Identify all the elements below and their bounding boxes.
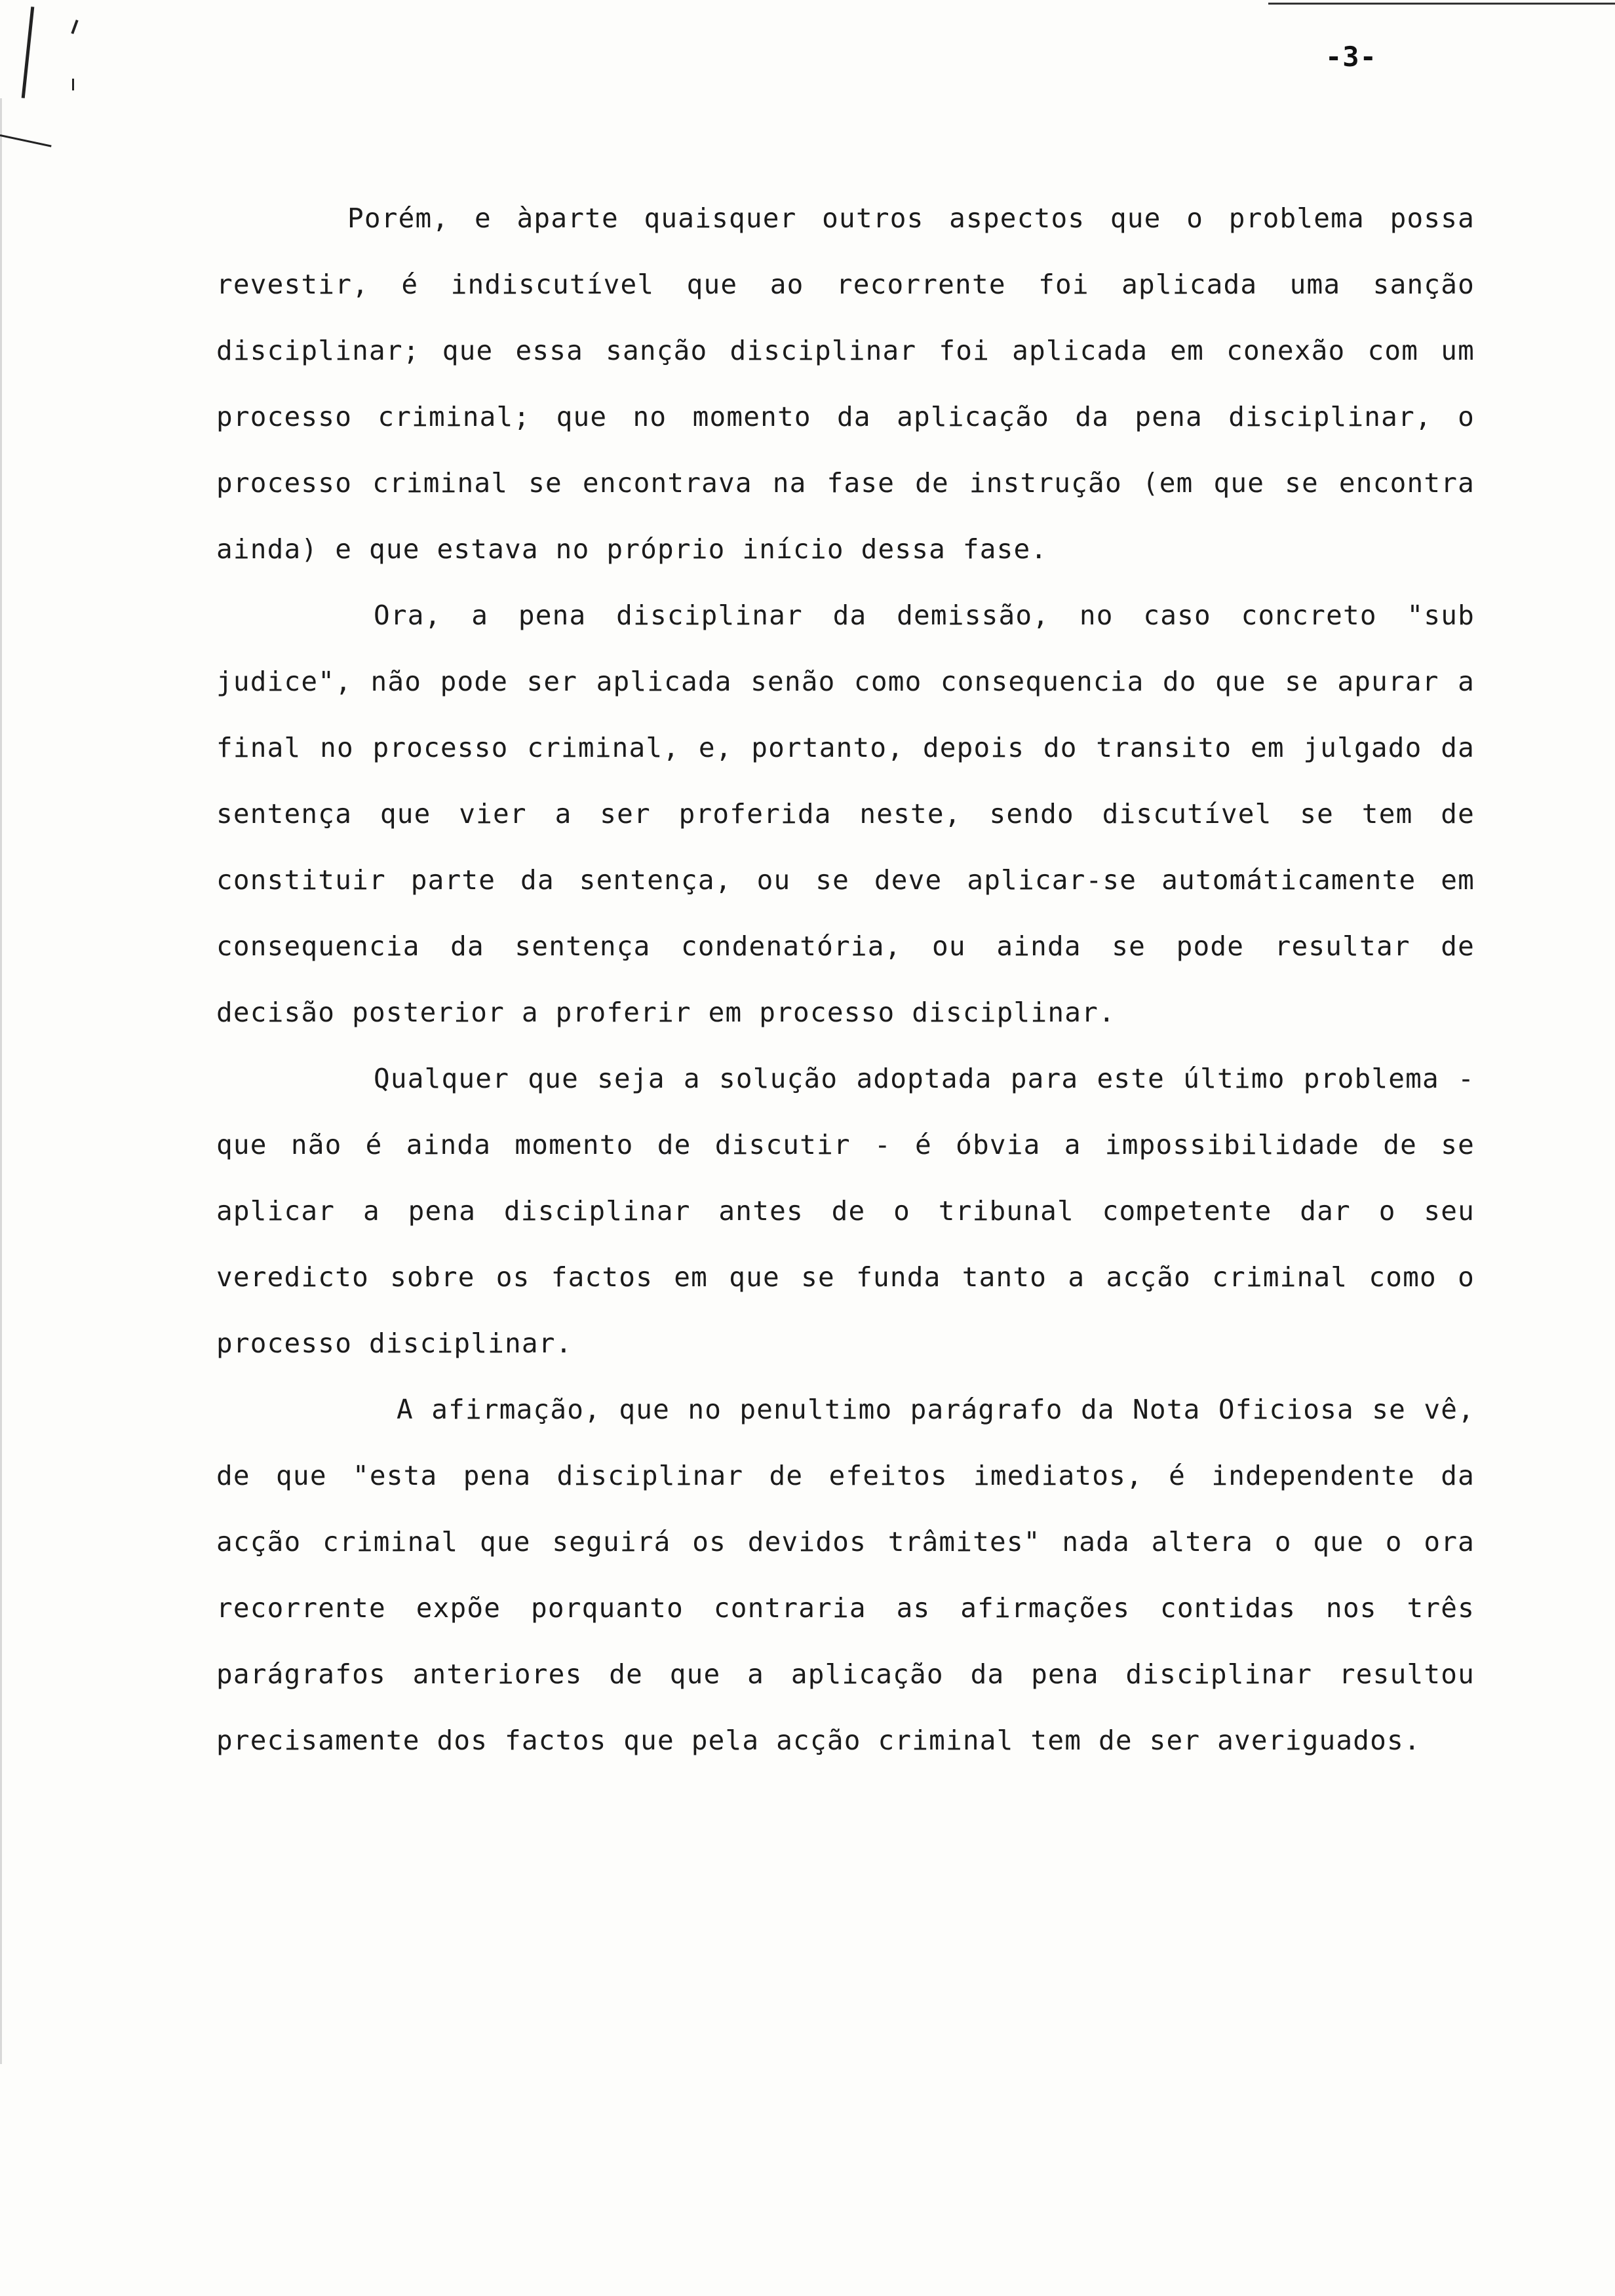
scan-mark	[72, 79, 74, 90]
paragraph: Ora, a pena disciplinar da demissão, no caso concreto "sub judice", não pode ser aplicada senão como consequencia do que se apurar a final no processo criminal, e, portanto, depois do transito em julgado da sentença que vier a ser proferida neste, sendo discutível se tem de constituir parte da sentença, ou se deve aplicar-se automáticamente em consequencia da sentença condenatória, ou ainda se pode resultar de decisão posterior a proferir em processo disciplinar.	[216, 600, 1475, 1028]
top-rule	[1268, 3, 1615, 5]
page-number: -3-	[1325, 41, 1377, 73]
paragraph: A afirmação, que no penultimo parágrafo da Nota Oficiosa se vê, de que "esta pena disciplinar de efeitos imediatos, é independente da acção criminal que seguirá os devidos trâmites" nada altera o que o ora recorrente expõe porquanto contraria as afirmações contidas nos três parágrafos anteriores de que a aplicação da pena disciplinar resultou precisamente dos factos que pela acção criminal tem de ser averiguados.	[216, 1394, 1475, 1756]
scan-edge	[0, 98, 2, 2064]
paragraph: Porém, e àparte quaisquer outros aspectos que o problema possa revestir, é indiscutível que ao recorrente foi aplicada uma sanção disciplinar; que essa sanção disciplinar foi aplicada em conexão com um processo criminal; que no momento da aplicação da pena disciplinar, o processo criminal se encontrava na fase de instrução (em que se encontra ainda) e que estava no próprio início dessa fase.	[216, 202, 1475, 565]
document-body	[216, 185, 1475, 1774]
scan-mark	[0, 134, 52, 147]
scan-mark	[71, 20, 78, 34]
paragraph: Qualquer que seja a solução adoptada para este último problema - que não é ainda momento de discutir - é óbvia a impossibilidade de se aplicar a pena disciplinar antes de o tribunal competente dar o seu veredicto sobre os factos em que se funda tanto a acção criminal como o processo disciplinar.	[216, 1063, 1475, 1359]
scan-mark	[22, 7, 35, 98]
